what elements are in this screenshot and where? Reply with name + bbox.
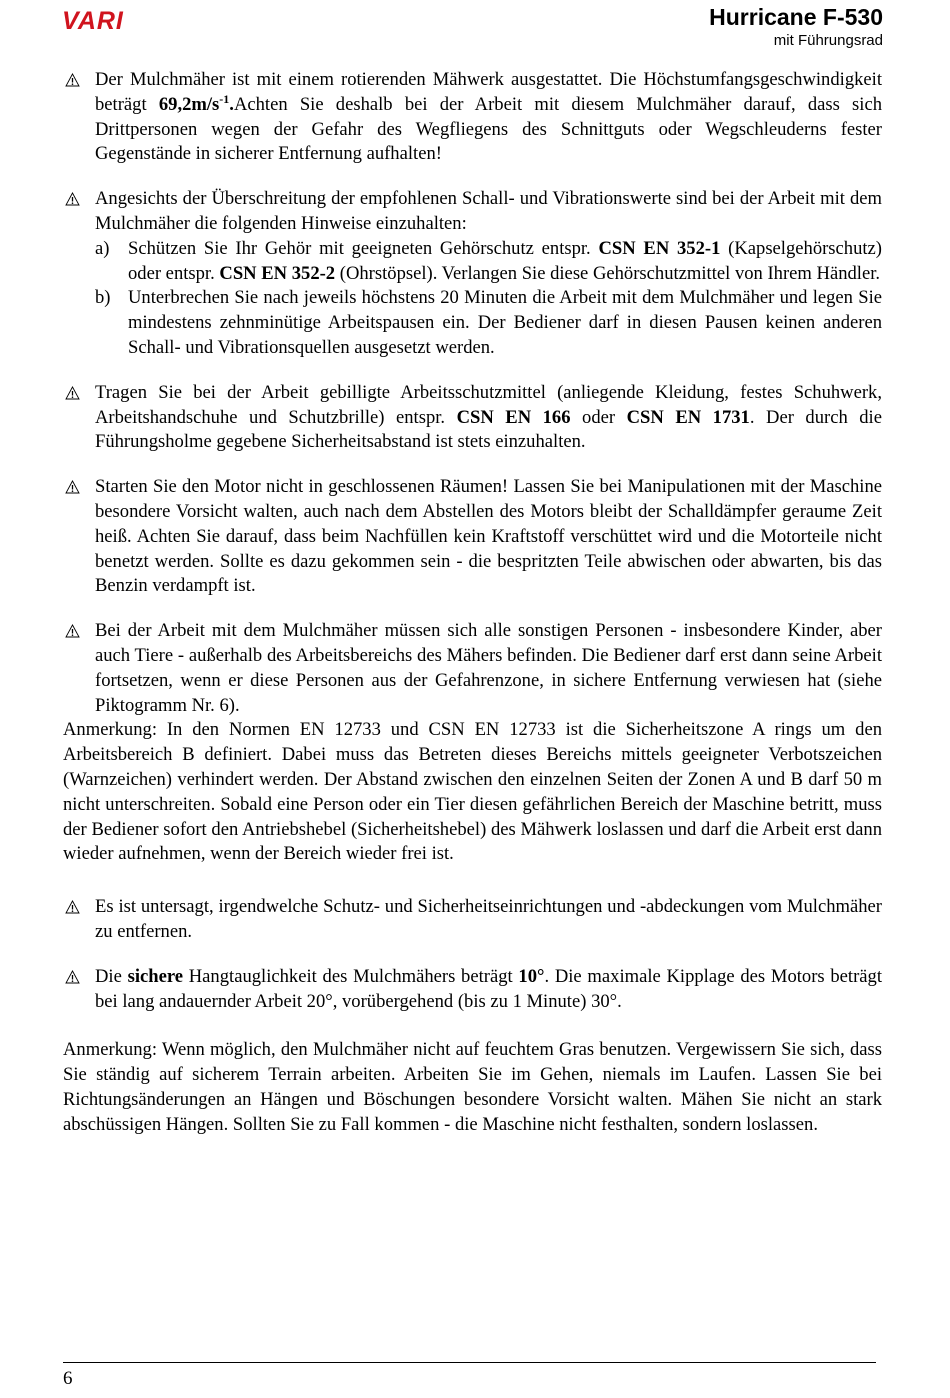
- page-number: 6: [63, 1368, 73, 1389]
- warning-block-noise-vibration: [63, 187, 882, 361]
- vari-logo: VARI: [62, 7, 124, 35]
- warning-paragraph-blade-speed: Der Mulchmäher ist mit einem rotierenden Mähwerk ausgestattet. Die Höchstumfangsgeschwindigkeit beträgt $69,2m/s^{-1}.Achten$ Sie deshalb bei der Arbeit mit diesem Mulchmäher darauf, dass sich Drittpersonen wegen der Gefahr des Wegfliegens des Schnittguts oder Wegschleuderns fester Gegenstände in sicherer Entfernung aufhalten!: [63, 68, 882, 167]
- warning-paragraph-engine-start: Starten Sie den Motor nicht in geschlossenen Räumen! Lassen Sie bei Manipulationen mit der Maschine besondere Vorsicht walten, auch nach dem Abstellen des Motors bleibt der Schalldämpfer geraume Zeit heiß. Achten Sie darauf, dass beim Nachfüllen kein Kraftstoff verschüttet wird und die Motorteile nicht benetzt werden. Sollte es dazu gekommen sein - die bespritzten Teile abwischen oder abwarten, bis das Benzin verdampft ist.: [63, 475, 882, 599]
- warning-triangle-icon: [65, 624, 80, 638]
- warning-paragraph-protective-equipment: Tragen Sie bei der Arbeit gebilligte Arbeitsschutzmittel (anliegende Kleidung, festes Schuhwerk, Arbeitshandschuhe und Schutzbrille) entspr. CSN EN 166 oder CSN EN 1731. Der durch die Führungsholme gegebene Sicherheitsabstand ist stets einzuhalten.: [63, 381, 882, 455]
- warning-triangle-icon: [65, 970, 80, 984]
- warning-paragraph-bystanders: Bei der Arbeit mit dem Mulchmäher müssen sich alle sonstigen Personen - insbesondere Kinder, aber auch Tiere - außerhalb des Arbeitsbereichs des Mähers befinden. Die Bediener darf erst dann seine Arbeit fortsetzen, wenn er diese Personen aus der Gefahrenzone, in sichere Entfernung verwiesen hat (siehe Piktogramm Nr. 6).: [63, 619, 882, 718]
- page-body: [63, 68, 882, 1137]
- note-paragraph-terrain: Anmerkung: Wenn möglich, den Mulchmäher nicht auf feuchtem Gras benutzen. Vergewissern Sie sich, dass Sie ständig auf sicherem Terrain arbeiten. Arbeiten Sie im Gehen, niemals im Laufen. Lassen Sie bei Richtungsänderungen an Hängen und Böschungen besondere Vorsicht walten. Mähen Sie nicht an stark abschüssigen Hängen. Sollten Sie zu Fall kommen - die Maschine nicht festhalten, sondern loslassen.: [63, 1039, 882, 1135]
- warning-triangle-icon: [65, 900, 80, 914]
- document-title: Hurricane F-530: [709, 4, 883, 30]
- note-paragraph-safety-zone: Anmerkung: In den Normen EN 12733 und CSN EN 12733 ist die Sicherheitszone A rings um den Arbeitsbereich B definiert. Dabei muss das Betreten dieses Bereichs mittels geeigneter Verbotszeichen (Warnzeichen) verhindert werden. Der Abstand zwischen den einzelnen Seiten der Zonen A und B darf 50 m nicht unterschreiten. Sobald eine Person oder ein Tier diesen gefährlichen Bereich der Maschine betritt, muss der Bediener sofort den Antriebshebel (Sicherheitshebel) des Mähwerk loslassen und darf die Arbeit erst dann wieder aufnehmen, wenn der Bereich wieder frei ist.: [63, 719, 882, 865]
- warning-paragraph-guards: Es ist untersagt, irgendwelche Schutz- und Sicherheitseinrichtungen und -abdeckungen vom Mulchmäher zu entfernen.: [63, 895, 882, 945]
- warning-triangle-icon: [65, 73, 80, 87]
- warning-triangle-icon: [65, 192, 80, 206]
- list-item-hearing-protection: a) Schützen Sie Ihr Gehör mit geeigneten Gehörschutz entspr. CSN EN 352-1 (Kapselgehörschutz) oder entspr. CSN EN 352-2 (Ohrstöpsel). Verlangen Sie diese Gehörschutzmittel von Ihrem Händler.: [95, 237, 882, 284]
- list-item-work-breaks: b) Unterbrechen Sie nach jeweils höchstens 20 Minuten die Arbeit mit dem Mulchmäher und legen Sie mindestens zehnminütige Arbeitspausen ein. Der Bediener darf in diesen Pausen keinen anderen Schall- und Vibrationsquellen ausgesetzt werden.: [95, 287, 882, 358]
- warning-triangle-icon: [65, 480, 80, 494]
- warning-triangle-icon: [65, 386, 80, 400]
- warning-paragraph-slope: Die sichere Hangtauglichkeit des Mulchmähers beträgt 10°. Die maximale Kipplage des Motors beträgt bei lang andauernder Arbeit 20°, vorübergehend (bis zu 1 Minute) 30°.: [63, 965, 882, 1015]
- noise-instructions-list: [63, 237, 882, 361]
- footer-divider: [63, 1362, 876, 1363]
- document-subtitle: mit Führungsrad: [773, 32, 883, 49]
- warning-paragraph-noise-intro: Angesichts der Überschreitung der empfohlenen Schall- und Vibrationswerte sind bei der Arbeit mit dem Mulchmäher die folgenden Hinweise einzuhalten:: [63, 187, 882, 237]
